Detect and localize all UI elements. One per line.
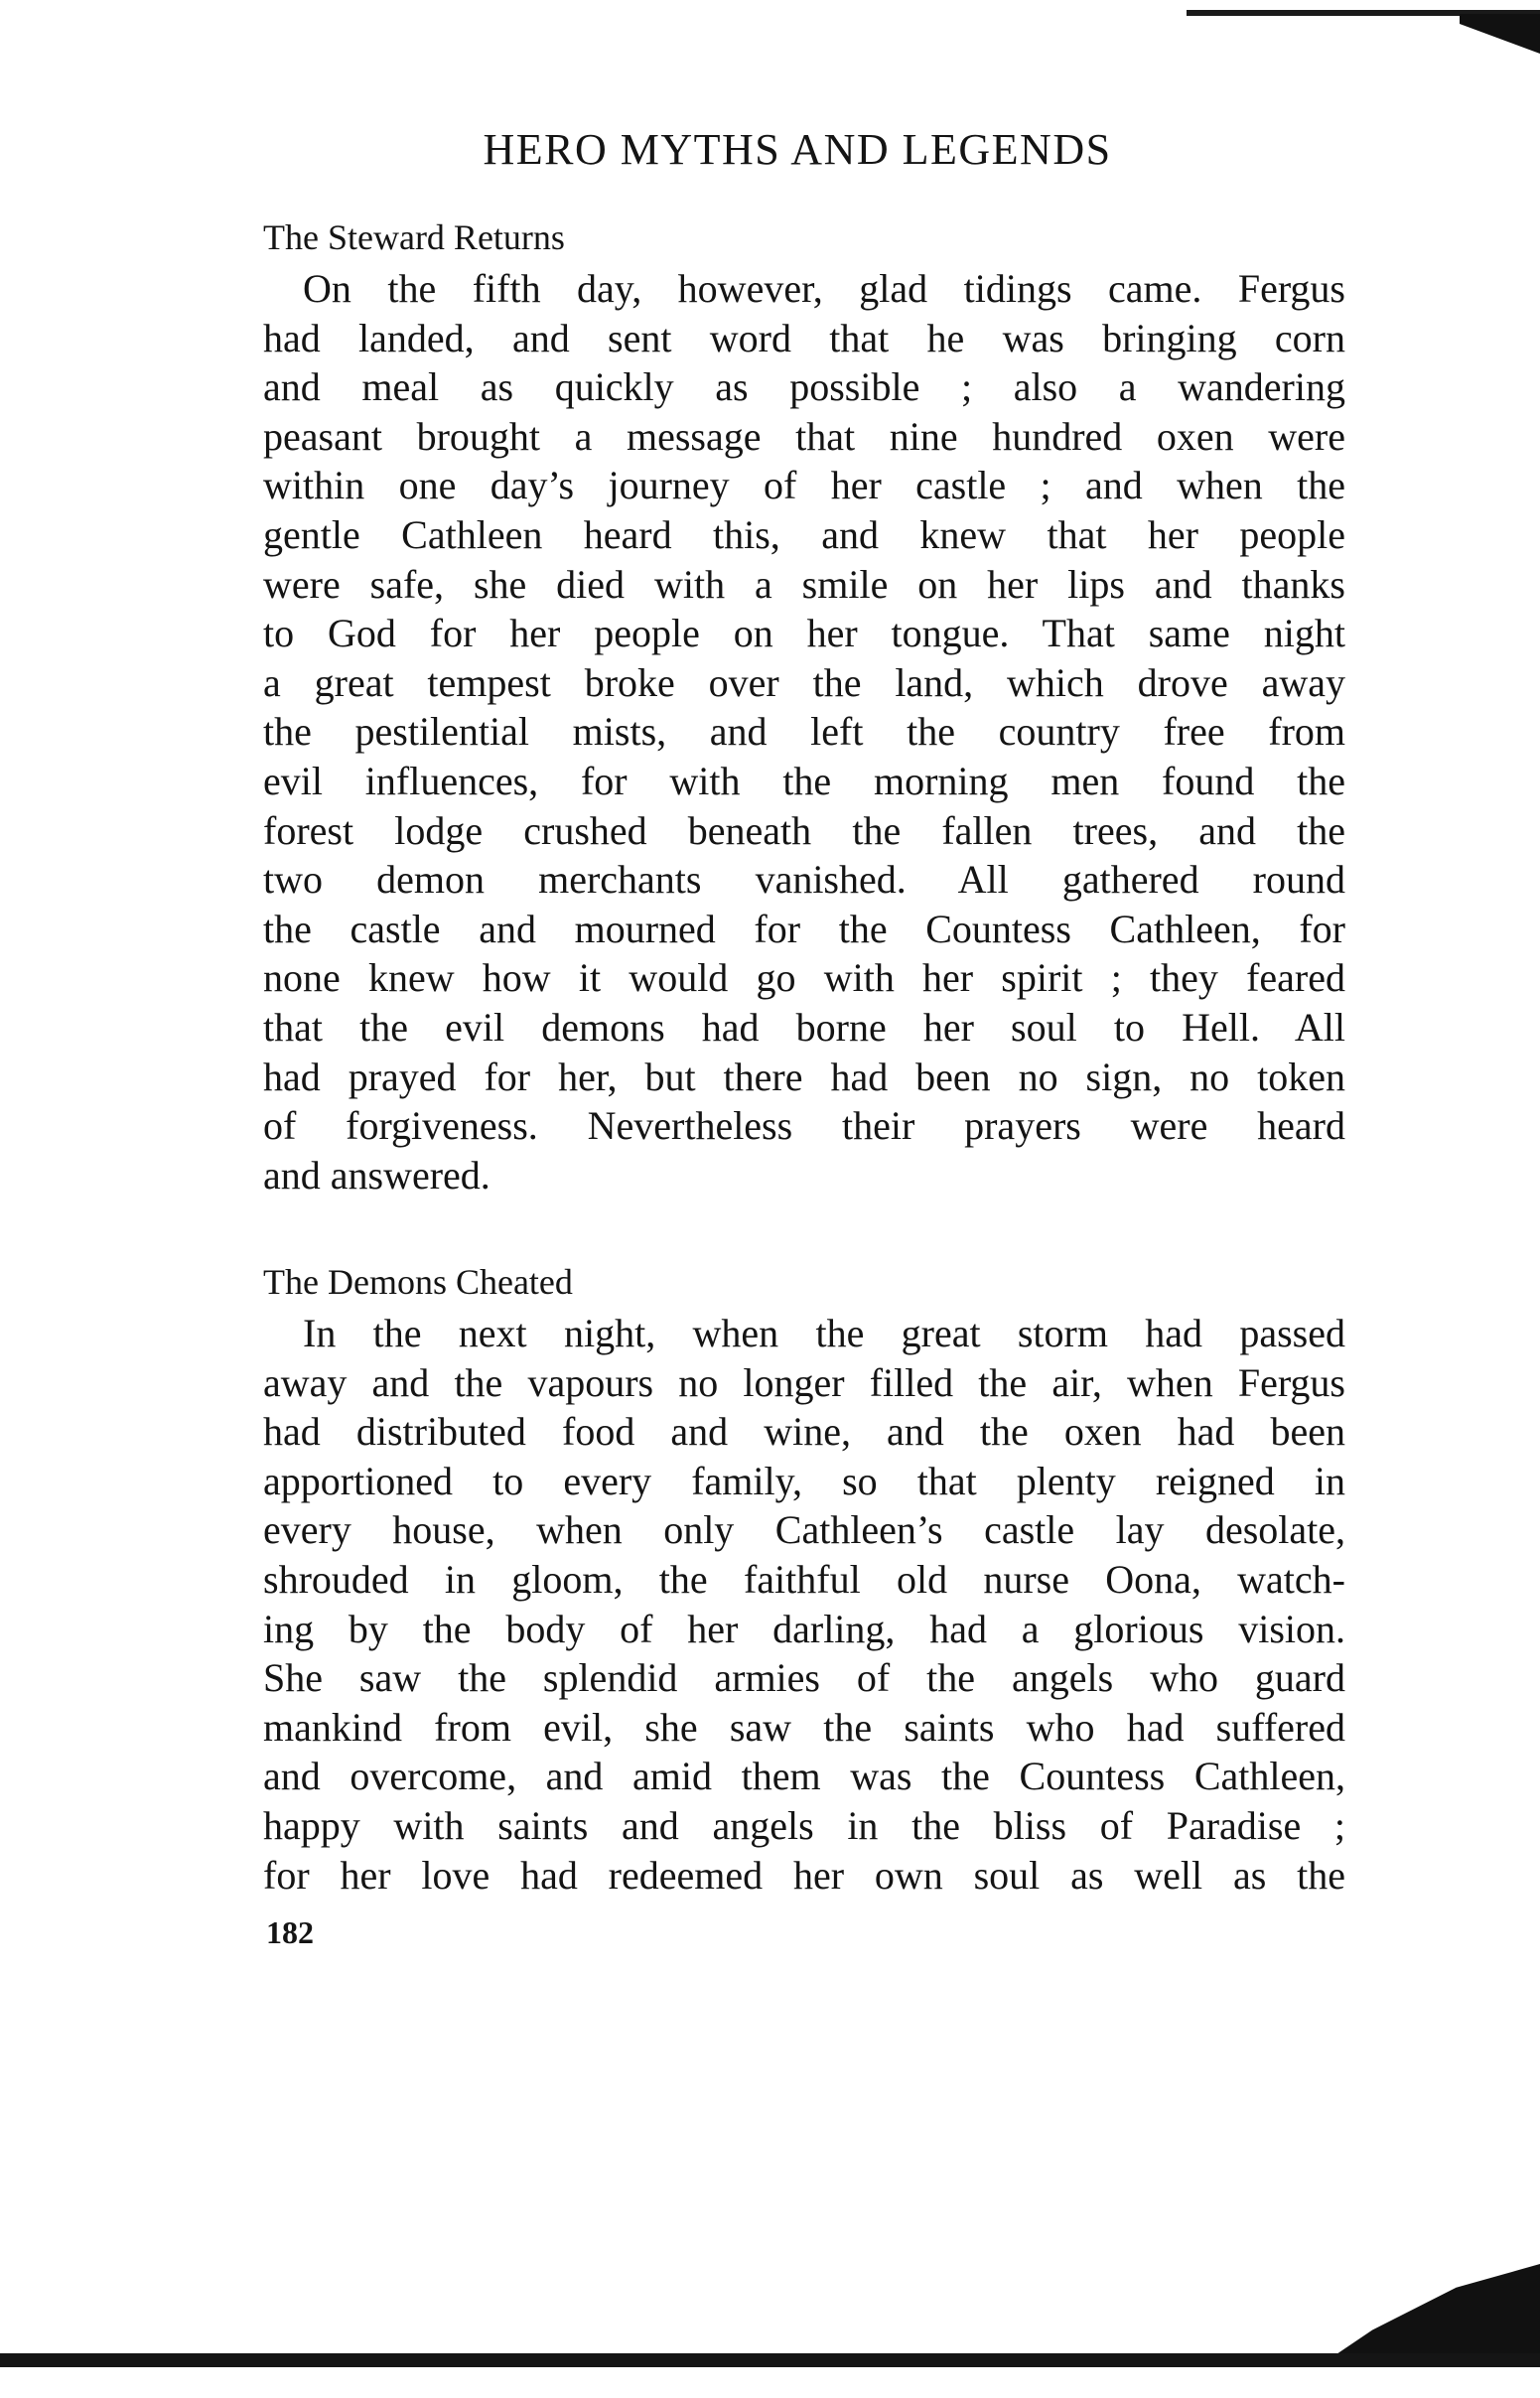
text-line: the castle and mourned for the Countess Cathleen, for xyxy=(263,906,1345,951)
text-line: evil influences, for with the morning men found the xyxy=(263,758,1345,803)
text-line: mankind from evil, she saw the saints who had suffered xyxy=(263,1704,1345,1750)
text-line: every house, when only Cathleen’s castle lay desolate, xyxy=(263,1507,1345,1553)
text-line: happy with saints and angels in the bliss of Paradise ; xyxy=(263,1802,1345,1848)
text-line: of forgiveness. Nevertheless their prayers were heard xyxy=(263,1103,1345,1149)
text-line: apportioned to every family, so that plenty reigned in xyxy=(263,1458,1345,1503)
text-line: that the evil demons had borne her soul to Hell. All xyxy=(263,1004,1345,1050)
text-line: She saw the splendid armies of the angels who guard xyxy=(263,1655,1345,1701)
text-line: In the next night, when the great storm had passed xyxy=(303,1311,1345,1355)
text-line: and answered. xyxy=(263,1152,490,1198)
scan-artifact-bottom xyxy=(1330,2264,1540,2358)
section-heading: The Steward Returns xyxy=(263,217,565,257)
scan-edge-bottom xyxy=(0,2353,1540,2367)
text-line: to God for her people on her tongue. That same night xyxy=(263,611,1345,656)
text-line: gentle Cathleen heard this, and knew that her people xyxy=(263,511,1345,557)
text-line: none knew how it would go with her spirit ; they feared xyxy=(263,955,1345,1001)
text-line: had prayed for her, but there had been no sign, no token xyxy=(263,1054,1345,1099)
text-line: shrouded in gloom, the faithful old nurse Oona, watch- xyxy=(263,1556,1345,1602)
text-line: and overcome, and amid them was the Countess Cathleen, xyxy=(263,1754,1345,1799)
text-line: within one day’s journey of her castle ; and when the xyxy=(263,463,1345,508)
text-line: On the fifth day, however, glad tidings came. Fergus xyxy=(303,266,1345,311)
section-heading: The Demons Cheated xyxy=(263,1262,573,1302)
text-line: for her love had redeemed her own soul as well as the xyxy=(263,1852,1345,1898)
paragraph xyxy=(263,264,1345,1199)
scan-artifact-top xyxy=(1460,14,1540,54)
text-line: forest lodge crushed beneath the fallen trees, and the xyxy=(263,807,1345,853)
paragraph xyxy=(263,1309,1345,1900)
text-line: had distributed food and wine, and the oxen had been xyxy=(263,1409,1345,1455)
text-line: peasant brought a message that nine hundred oxen were xyxy=(263,413,1345,459)
text-line: the pestilential mists, and left the country free from xyxy=(263,709,1345,755)
section-demons-cheated xyxy=(263,1261,1355,1900)
page-number: 182 xyxy=(266,1914,314,1950)
running-head: HERO MYTHS AND LEGENDS xyxy=(483,125,1112,174)
text-line: away and the vapours no longer filled the air, when Fergus xyxy=(263,1359,1345,1405)
text-line: two demon merchants vanished. All gathered round xyxy=(263,857,1345,903)
text-line: had landed, and sent word that he was bringing corn xyxy=(263,315,1345,360)
text-line: ing by the body of her darling, had a glorious vision. xyxy=(263,1606,1345,1651)
text-line: were safe, she died with a smile on her lips and thanks xyxy=(263,561,1345,607)
text-line: and meal as quickly as possible ; also a wandering xyxy=(263,364,1345,410)
text-line: a great tempest broke over the land, which drove away xyxy=(263,659,1345,705)
section-steward-returns xyxy=(263,216,1355,1199)
